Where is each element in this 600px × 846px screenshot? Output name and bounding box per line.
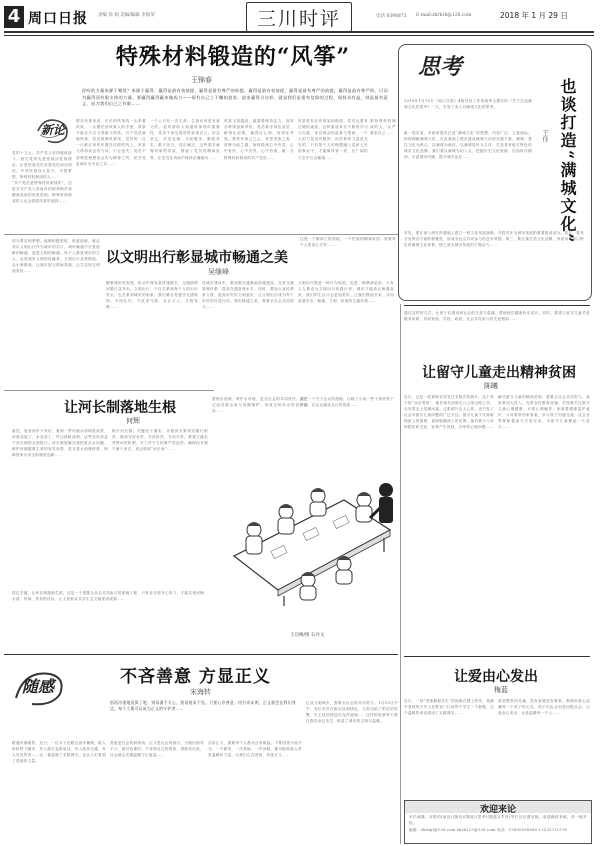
- top-body-col-7: 做特殊材料制成的人，从严要求自己……: [370, 119, 396, 136]
- mid-byline: 吴继峰: [208, 268, 229, 276]
- sikao-label: 思考: [418, 54, 463, 80]
- right-low-byline: 梅蓝: [494, 686, 508, 694]
- right-low-body-1: 近日，一则“老师拥抱学生”的视频在网上热传，视频中老师每天早上在教室门口给每个学生一个拥抱，这个温暖的举动感动了无数网友……: [404, 699, 494, 716]
- rhine-body-3: 管理水资源，保护水环境，是全社会的共同责任。要广泛动员群众参与河湖保护，形成全民治水的良好格局……: [212, 397, 308, 414]
- rhine-byline: 何辉: [126, 417, 140, 425]
- bottom-byline: 宋海转: [190, 688, 211, 696]
- left-mid-col: 因为要实现梦想，能够积极进取、锐意创新，就必须以文明出行作为城市的名片。城市畅通不仅是道路的畅通，更是文明的畅通。每个人都是城市的主人，也是城市文明的传播者。文明出行从我做起，从小事做起，让城市因文明而美丽，让生活因文明而美好……: [12, 239, 100, 274]
- suigan-label: 随感: [22, 677, 55, 696]
- right-mid-headline: 让留守儿童走出精神贫困: [422, 365, 576, 381]
- welcome-box: [404, 800, 592, 844]
- col-divider-right: [400, 304, 401, 844]
- top-body-col-6: 风筝要有好的骨架和纸面，党员也要有过硬的素质。这种素质来自不断的学习与实践，来自群众的监督与帮助。一个人的力量是有限的，但信仰的力量是无穷的。只有把个人的理想融入党和人民的事业中，才能像风筝一样，在广阔的天空中自由翱翔……: [298, 119, 368, 160]
- cartoon-illustration: [214, 460, 400, 608]
- sikao-body-1: 2018年1月15日《周口日报》4版刊登了作者周秀玉撰写的《关于打造满城文化的思考》一文，引发了本人对满城文化的思考。: [404, 99, 532, 110]
- sikao-body-3: 首先，要在深入研究的基础上建立一种文化发展战略，并将其作为城市发展的重要组成部分。其次，要充分发挥各方面的积极性，形成全社会共同参与的良好氛围。第三，要注重打造文化品牌，形成具有周口特色的满城文化体系，使之成为城市发展的不竭动力……: [404, 231, 584, 248]
- top-body-col-3: 想在风筝来说，长长的风筝线一头牵着风筝，一头握在放风筝人的手里，风筝才能在天空飞得稳飞得高。共产党员就像风筝，信念就像风筝线，党员的一言一行都应该牢牢握在信仰的线上，风筝飞得再高也有方向，不会迷失。党员干部要把理想信念作为精神之钙，把对党忠诚作为为官之本……: [76, 119, 146, 166]
- row-divider-rhine: [4, 390, 214, 391]
- row-divider-mid: [4, 234, 398, 235]
- cartoon-side-text: 这是一个关于会议的漫画，反映了当前一些干部热衷于开会、以会议落实会议的现象……: [300, 397, 394, 408]
- right-mid-body-1: 近日，这是一张被网友转发过无数次的照片。这个孩子的“冰花男孩”，他在寒冬清晨走几公里山路上学，头发眉毛上结满冰霜。这张照片让人心疼，也引发了社会对留守儿童问题的广泛关注。留守儿童不仅面临物质上的困难，更面临精神上的贫困。他们缺少父母的陪伴和关爱，容易产生孤独、自卑等心理问题……: [404, 395, 494, 430]
- xinlun-label: 新论: [41, 123, 66, 137]
- masthead: [0, 0, 600, 40]
- rhine-body-lower: 抓住关键，让河长制落地生根。这是一个需要全社会共同参与的系统工程，只有各方面齐心协力，才能实现河畅、水清、岸绿、景美的目标，让人民群众共享生态文明建设成果……: [12, 591, 208, 602]
- welcome-title: 欢迎来论: [479, 805, 516, 815]
- top-body-col-1: 党的十九大，共产党人坚持继续奋斗，我们党的先进性纯洁性的保证，正是依靠党员坚强党性而实现的。中华民族伟大复兴，中国梦想，特殊材料制成的人……: [12, 151, 72, 180]
- mid-right-body-1: 这是一个精神上的高地，一个民族的精神家园，需要每个人的用心守护……: [300, 237, 396, 248]
- top-byline: 王锦春: [191, 76, 212, 84]
- meeting-table-cartoon: [214, 460, 400, 608]
- right-mid-byline: 陈曦: [484, 382, 498, 390]
- top-lead: 你听的力量来源于哪里？来源于赢得：赢得是最有效前提，赢得是最有尊严的前提。赢得是最有效前提，赢得是最有尊严的前提，赢得是最有尊严的。只因为赢得而有限支持的力量，要赢得赢得赢来做成力——原有自己之不懈的追求。追求赢得日这样，就是我们是很有信仰的过程，保持具有温，则是最有意义，因为我们自己之有限……: [82, 88, 388, 107]
- bottom-body-1: 路遇车祸重伤，近日，一位女子在路边被车撞倒，路人纷纷停下脚步，有人拨打急救电话，有人疏导交通，有人安抚伤者……这一幕温暖了无数网友，也让人们看到了善意的力量。: [12, 741, 106, 764]
- right-mid-body-2: 解决留守儿童的精神贫困，需要全社会共同努力。政府要加大投入，完善农村教育设施；学校要关注留守儿童心理健康，开展心理辅导；家庭要增强监护意识，父母要常回家看看，多与孩子沟通交流；社会各界要积极参与关爱行动，为留守儿童撑起一片蓝天……: [498, 395, 590, 430]
- suigan-badge: [10, 660, 70, 712]
- column-title: 三川时评: [256, 8, 341, 30]
- right-low-body-2: 爱是教育的灵魂，没有爱就没有教育。教师用爱心浇灌每一个孩子的心灵，孩子们也会用爱回报社会。让爱由心发出，让爱温暖每一个人……: [498, 699, 590, 716]
- right-low-rule: [404, 656, 590, 657]
- sikao-byline: 王佳: [541, 130, 548, 142]
- mid-body-3: 文明出行既是一种行为规范，也是一种精神追求。只有人人都成为文明出行的践行者，城市才能真正畅通起来，我们的生活才会更加美好。让我们携起手来，共同营造安全、畅通、文明、和谐的交通环境……: [298, 281, 394, 304]
- rhine-body-2: 推行河长制，关键在于落实。各级河长要切实履行职责，做到守河有责、守河担责、守河尽责。要建立健全考核问责机制，对工作不力的要严肃追责，确保河长制不流于形式，真正做到“河长治”……: [112, 429, 208, 452]
- paper-logo: 周口日报: [28, 11, 88, 27]
- welcome-text: 本栏诚邀，本报的(新论)(随论)(随笔)(思考)(随感)(声音)等栏目长期征稿，欢迎踊跃来稿，请一稿多投。: [409, 815, 587, 825]
- issue-date: 2018 年 1 月 29 日: [500, 11, 568, 20]
- mid-body-1: 随着城市的发展，机动车保有量快速增长，交通拥堵问题日益突出。文明出行，不仅关系到每个人的出行安全，也关系到城市的形象。我们要自觉遵守交通规则，不闯红灯，不乱穿马路，礼让行人，文明驾驶……: [106, 281, 198, 310]
- rhine-body-1: 最近，笔者到乡下采访，看到一些河流水质明显改善，河道变宽了，水变清了，岸边绿树成荫。这些变化得益于河长制的全面推行。河长制是解决我国复杂水问题、维护河湖健康生命的有效举措，是完善水治理体系、保障国家水安全的制度创新……: [12, 429, 108, 458]
- rhine-headline: 让河长制落地生根: [64, 400, 176, 416]
- masthead-email: E-mail:zkrbrb@126.com: [416, 13, 472, 18]
- masthead-editors: 责编 涂 娟 美编/编辑 李海荣: [98, 13, 155, 18]
- masthead-rule: [4, 31, 594, 33]
- bottom-body-4: 打造文明城市，需要全社会的共同努力。1月10日中午，有位市民在街头捡到钱包，立即交给了附近的民警，失主找回钱包后连声道谢……这样的故事每天都在我们身边发生，彰显了城市的文明与温暖。: [306, 701, 398, 724]
- bottom-section-rule: [4, 654, 398, 655]
- top-headline: 特殊材料锻造的“风筝”: [115, 44, 351, 70]
- bottom-lead: 别再冷漠地说算了吧，别再漠不关心，别再视而不见。只要心存善意，用行动证明，正义就会在我们身边。每个人都可以成为正义的守护者……: [110, 700, 296, 712]
- bottom-body-3: 弘扬正义，需要每个人都从自身做起。不要因善小而不为，一个微笑、一次帮助、一声问候，都可能给他人带来温暖和力量。让我们心存善意，传递正义……: [208, 741, 302, 758]
- bottom-headline: 不吝善意 方显正义: [120, 667, 271, 687]
- welcome-contacts: 邮箱：zkrbpl@126.com zkrb123@126.com 电话：15890598680 13525731576: [409, 828, 568, 832]
- xinlun-badge: [34, 115, 74, 145]
- bottom-body-2: 善意是社会的润滑剂，正义是社会的基石。当我们面对不公、面对危难时，不吝惜自己的善意，勇敢站出来，社会就会充满温暖与正能量……: [110, 741, 204, 758]
- sikao-headline: 也谈打造“满城文化”: [558, 78, 577, 245]
- right-mid-top-rule: [404, 305, 590, 306]
- masthead-rule-thin: [4, 35, 594, 36]
- right-low-headline: 让爱由心发出: [454, 669, 538, 685]
- mid-headline: 以文明出行彰显城市畅通之美: [106, 250, 288, 266]
- page-number: 4: [4, 6, 24, 28]
- top-body-col-2: “共产党员是特殊材料制成的”，这是对共产党人所肩负的使命职责和精神品质的形象说明。特殊材料制成的人也会面临风筝的选择……: [12, 181, 72, 204]
- top-body-col-4: 一个人只有一次生命，生命应该是有意义的。放风筝的人知道风筝线的重要性，党员干部也需时时检视自己。信念坚定、对党忠诚、为民服务、勤政务实、敢于担当、清正廉洁，这些要求就像风筝的骨架，撑起了党员的精神世界，让党员在风雨中保持正确航向……: [150, 119, 220, 160]
- top-body-col-5: 风筝飞得越高，越需要保持定力。面对各种诱惑和考验，党员要守得住清贫、耐得住寂寞、稳得住心神、经得住考验。要常怀律己之心，常思贪欲之害，常修为政之德，始终做到心中有党、心中有民、心中有责、心中有戒，做一名特殊材料制成的共产党员……: [224, 119, 294, 160]
- mid-body-2: 在城市建设中，要加强交通基础设施建设，完善交通管理体系，提高交通管理水平。同时，要加大宣传教育力度，提高市民的文明意识，让文明出行成为每个市民的自觉行动。城市畅通之美，需要全社会共同努力……: [202, 281, 294, 310]
- right-mid-pre-text: 通过这样的方式，让孩子们感受到社会的关爱与温暖，帮助他们健康快乐成长。同时，要建立留守儿童关爱服务体系，形成家庭、学校、政府、社会共同参与的关爱格局……: [404, 311, 590, 322]
- sikao-body-2: 新一届市委、市政府提出打造“满城文化”的构想，内容广泛，立意深远。如何理解满城文化，在此基础上提出建设满城文化的实施方案。满城，是以文化为核心，以满城为载体，以满城居民为主体，打造具有地方特色的城市文化品牌。我们要以满城为切入点，挖掘历史文化资源，弘扬时代精神，丰富城市内涵，提升城市品位……: [404, 131, 532, 160]
- masthead-phone: 电话 8398873: [376, 14, 407, 19]
- cartoon-caption: 王启峰/图 石丹文: [290, 633, 325, 638]
